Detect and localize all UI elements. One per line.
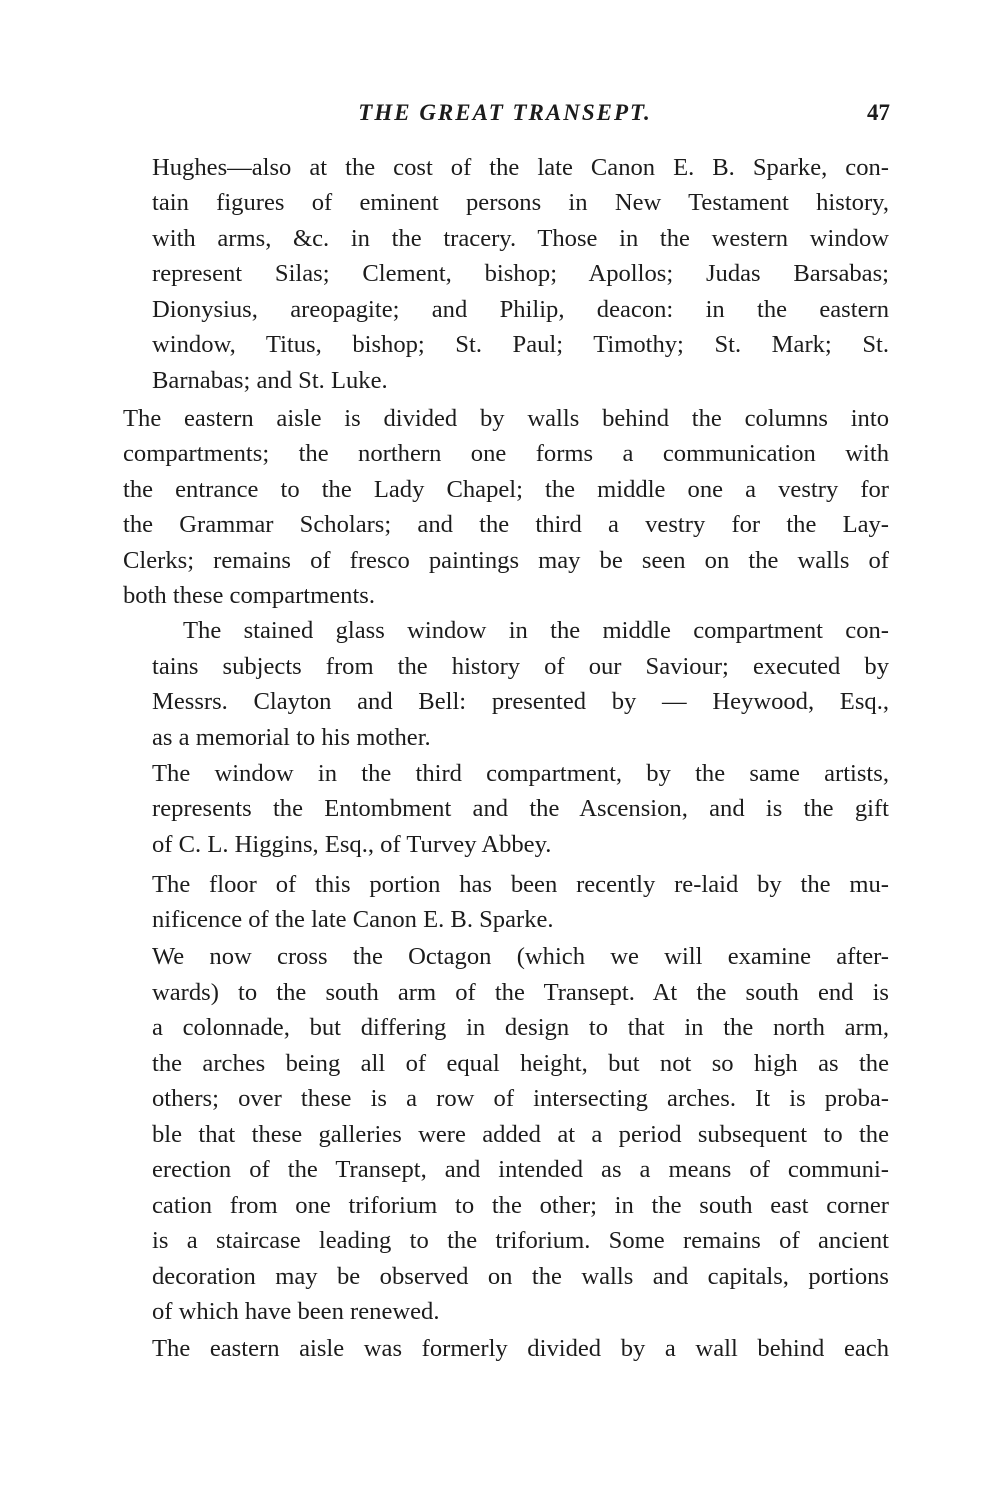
text-line: Barnabas; and St. Luke. [152, 367, 388, 394]
text-line: ble that these galleries were added at a period subsequent to the [152, 1121, 889, 1148]
text-line: Messrs. Clayton and Bell: presented by — Heywood, Esq., [152, 688, 889, 715]
text-line: tains subjects from the history of our Saviour; executed by [152, 653, 889, 680]
text-line: a colonnade, but differing in design to that in the north arm, [152, 1014, 889, 1041]
text-line: Clerks; remains of fresco paintings may be seen on the walls of [123, 547, 889, 574]
text-line: Hughes—also at the cost of the late Canon E. B. Sparke, con- [152, 154, 889, 181]
text-line: represents the Entombment and the Ascension, and is the gift [152, 795, 889, 822]
text-line: cation from one triforium to the other; in the south east corner [152, 1192, 889, 1219]
text-line: The floor of this portion has been recently re-laid by the mu- [152, 871, 889, 898]
text-line: is a staircase leading to the triforium. Some remains of ancient [152, 1227, 889, 1254]
text-line: The eastern aisle was formerly divided by a wall behind each [152, 1335, 889, 1362]
text-line: the entrance to the Lady Chapel; the middle one a vestry for [123, 476, 889, 503]
page-number: 47 [867, 100, 890, 125]
text-line: both these compartments. [123, 582, 376, 609]
running-head [120, 98, 890, 134]
chapter-title: THE GREAT TRANSEPT. [358, 100, 652, 125]
text-line: as a memorial to his mother. [152, 724, 431, 751]
text-line: We now cross the Octagon (which we will examine after- [152, 943, 889, 970]
text-line: compartments; the northern one forms a communication with [123, 440, 889, 467]
text-line: of C. L. Higgins, Esq., of Turvey Abbey. [152, 831, 552, 858]
text-line: represent Silas; Clement, bishop; Apollos; Judas Barsabas; [152, 260, 889, 287]
text-line: Dionysius, areopagite; and Philip, deacon: in the eastern [152, 296, 889, 323]
text-line: with arms, &c. in the tracery. Those in the western window [152, 225, 889, 252]
text-line: tain figures of eminent persons in New Testament history, [152, 189, 889, 216]
text-line: the Grammar Scholars; and the third a vestry for the Lay- [123, 511, 889, 538]
text-line: The stained glass window in the middle compartment con- [183, 617, 889, 644]
text-line: nificence of the late Canon E. B. Sparke. [152, 906, 554, 933]
text-line: The window in the third compartment, by the same artists, [152, 760, 889, 787]
text-line: of which have been renewed. [152, 1298, 440, 1325]
text-line: others; over these is a row of intersecting arches. It is proba- [152, 1085, 889, 1112]
text-line: erection of the Transept, and intended as a means of communi- [152, 1156, 889, 1183]
text-line: wards) to the south arm of the Transept. At the south end is [152, 979, 889, 1006]
text-line: decoration may be observed on the walls and capitals, portions [152, 1263, 889, 1290]
text-line: window, Titus, bishop; St. Paul; Timothy; St. Mark; St. [152, 331, 889, 358]
text-line: The eastern aisle is divided by walls behind the columns into [123, 405, 889, 432]
text-line: the arches being all of equal height, but not so high as the [152, 1050, 889, 1077]
